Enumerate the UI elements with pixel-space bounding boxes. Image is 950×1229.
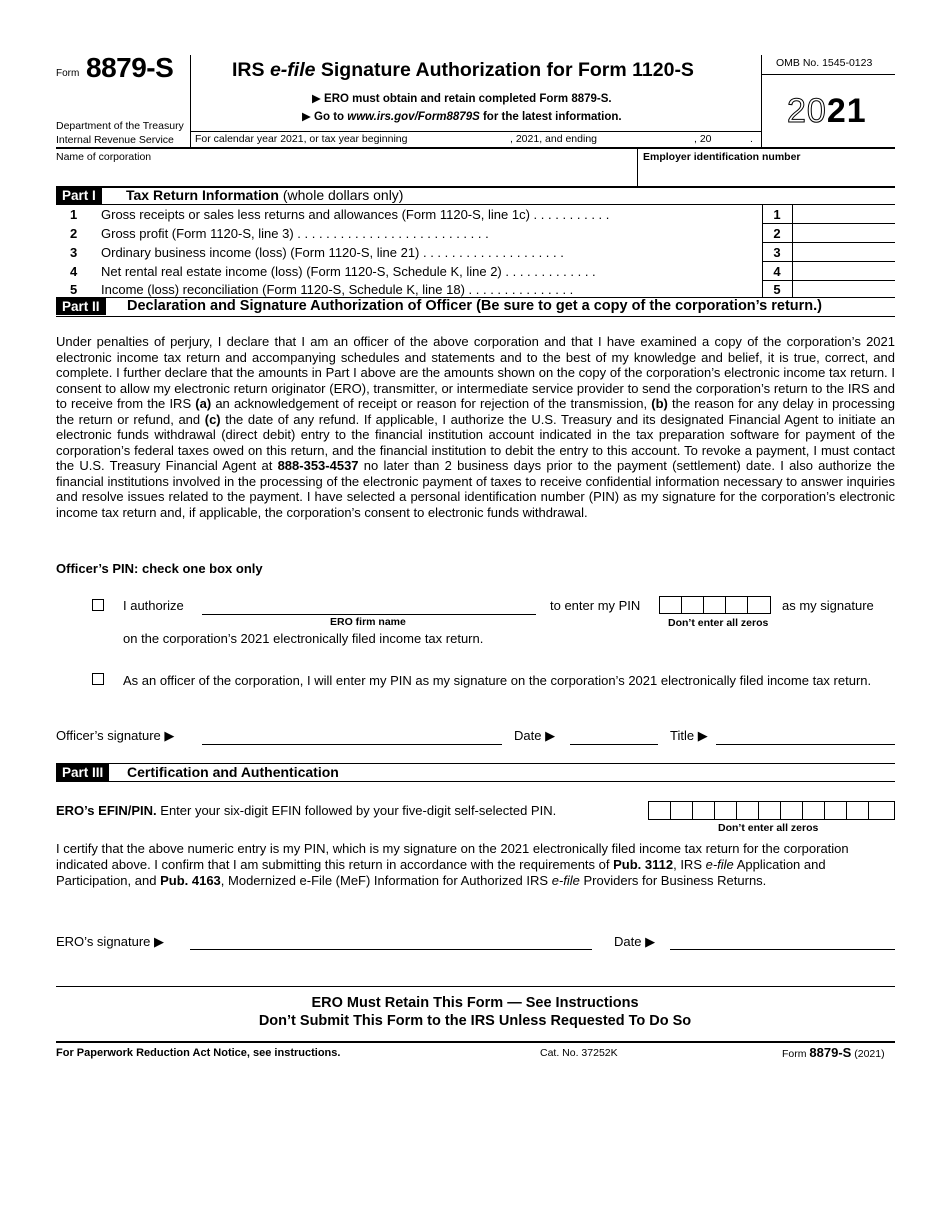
part1-tag: Part I — [56, 187, 102, 204]
line-1-amount[interactable] — [796, 205, 895, 222]
efin-digit-4[interactable] — [714, 801, 737, 820]
officer-pin-digit-3[interactable] — [703, 596, 726, 614]
retain-notice-line1: ERO Must Retain This Form — See Instructions — [311, 995, 639, 1011]
line-5-label: Income (loss) reconciliation (Form 1120-S, Schedule K, line 18) . . . . . . . . . . . . . . . — [101, 282, 574, 297]
line-4-amount[interactable] — [796, 262, 895, 279]
paperwork-notice: For Paperwork Reduction Act Notice, see instructions. — [56, 1047, 341, 1059]
as-my-signature-label: as my signature — [782, 598, 874, 613]
efin-digit-1[interactable] — [648, 801, 671, 820]
line-3-number: 3 — [70, 245, 78, 260]
authorize-ero-checkbox[interactable] — [92, 599, 104, 611]
line-4-label: Net rental real estate income (loss) (Form 1120-S, Schedule K, line 2) . . . . . . . . . . . . . — [101, 264, 596, 279]
corporation-name-label: Name of corporation — [56, 151, 152, 163]
part1-title: Tax Return Information (whole dollars only) — [126, 187, 404, 203]
line-2-box: 2 — [773, 226, 781, 241]
officer-pin-digit-4[interactable] — [725, 596, 748, 614]
line-1-label: Gross receipts or sales less returns and allowances (Form 1120-S, line 1c) . . . . . . . . . . . — [101, 207, 610, 222]
authorize-label: I authorize — [123, 598, 184, 613]
instruction-retain: ▶ ERO must obtain and retain completed Form 8879-S. — [312, 93, 612, 105]
calendar-ending-label: , 2021, and ending — [510, 133, 597, 145]
ein-label: Employer identification number — [643, 151, 801, 163]
ero-pin-digit-1[interactable] — [780, 801, 803, 820]
line-2-label: Gross profit (Form 1120-S, line 3) . . . . . . . . . . . . . . . . . . . . . . . . . . . — [101, 226, 489, 241]
ero-pin-digit-2[interactable] — [802, 801, 825, 820]
ero-signature-field[interactable] — [190, 932, 592, 949]
certification-text: I certify that the above numeric entry is my PIN, which is my signature on the 2021 electronically filed income tax return for the corporation indicated above. I confirm that I am submitting this return in accordance with the requirements of Pub. 3112, IRS e-file Application and Participation, and Pub. 4163, Modernized e-File (MeF) Information for Authorized IRS e-file Providers for Business Returns. — [56, 841, 849, 888]
declaration-text: Under penalties of perjury, I declare that I am an officer of the above corporation and that I have examined a copy of the corporation’s 2021 electronic income tax return and accompanying schedules and statements and to the best of my knowledge and belief, it is true, correct, and complete. I further declare that the amounts in Part I above are the amounts shown on the copy of the corporation’s electronic income tax return. I consent to allow my electronic return originator (ERO), transmitter, or intermediate service provider to send the corporation’s return to the IRS and to receive from the IRS (a) an acknowledgement of receipt or reason for rejection of the transmission, (b) the reason for any delay in processing the return or refund, and (c) the date of any refund. If applicable, I authorize the U.S. Treasury and its designated Financial Agent to initiate an electronic funds withdrawal (direct debit) entry to the financial institution account indicated in the tax preparation software for payment of the corporation’s federal taxes owed on this return, and the financial institution to debit the entry to this account. To revoke a payment, I must contact the U.S. Treasury Financial Agent at 888-353-4537 no later than 2 business days prior to the payment (settlement) date. I also authorize the financial institutions involved in the processing of the electronic payment of taxes to receive confidential information necessary to answer inquiries and resolve issues related to the payment. I have selected a personal identification number (PIN) as my signature for the corporation’s electronic income tax return and, if applicable, the corporation’s consent to electronic funds withdrawal. — [56, 334, 896, 520]
irs-name: Internal Revenue Service — [56, 134, 174, 146]
omb-number: OMB No. 1545-0123 — [776, 57, 873, 69]
line-2-number: 2 — [70, 226, 78, 241]
officer-signature-label: Officer’s signature ▶ — [56, 728, 175, 743]
form-title: IRS e-file Signature Authorization for Form 1120-S — [232, 59, 694, 81]
officer-enter-pin-checkbox[interactable] — [92, 673, 104, 685]
officer-pin-digit-1[interactable] — [659, 596, 682, 614]
option2-text: As an officer of the corporation, I will enter my PIN as my signature on the corporation’s 2021 electronically filed income tax return. — [123, 673, 872, 688]
calendar-year-label: For calendar year 2021, or tax year beginning — [195, 133, 408, 145]
part3-title: Certification and Authentication — [127, 764, 339, 780]
calendar-20-label: , 20 — [694, 133, 712, 145]
line-3-box: 3 — [773, 245, 781, 260]
officer-signature-field[interactable] — [202, 727, 502, 744]
line-3-amount[interactable] — [796, 243, 895, 260]
calendar-period: . — [750, 133, 753, 145]
line-3-label: Ordinary business income (loss) (Form 1120-S, line 21) . . . . . . . . . . . . . . . . . . . . — [101, 245, 564, 260]
officer-date-field[interactable] — [570, 727, 658, 744]
ero-firm-name-label: ERO firm name — [330, 616, 406, 628]
ero-signature-label: ERO’s signature ▶ — [56, 934, 165, 949]
footer-form-id: Form 8879-S (2021) — [782, 1045, 885, 1060]
line-5-amount[interactable] — [796, 281, 895, 298]
efin-digit-6[interactable] — [758, 801, 781, 820]
website-link[interactable]: www.irs.gov/Form8879S — [347, 111, 480, 123]
officer-title-label: Title ▶ — [670, 728, 708, 743]
option1-second-line: on the corporation’s 2021 electronically filed income tax return. — [123, 631, 484, 646]
part2-tag: Part II — [56, 298, 106, 315]
catalog-number: Cat. No. 37252K — [540, 1047, 618, 1059]
ero-date-label: Date ▶ — [614, 934, 656, 949]
to-enter-pin-label: to enter my PIN — [550, 598, 641, 613]
ero-pin-digit-3[interactable] — [824, 801, 847, 820]
officer-date-label: Date ▶ — [514, 728, 556, 743]
department-name: Department of the Treasury — [56, 120, 184, 132]
retain-notice-line2: Don’t Submit This Form to the IRS Unless Requested To Do So — [258, 1013, 692, 1029]
line-4-box: 4 — [773, 264, 781, 279]
ero-pin-digit-5[interactable] — [868, 801, 895, 820]
instruction-website: ▶ Go to www.irs.gov/Form8879S for the latest information. — [302, 111, 622, 123]
line-1-box: 1 — [773, 207, 781, 222]
department-block — [56, 119, 184, 147]
line-5-number: 5 — [70, 282, 78, 297]
efin-pin-label: ERO’s EFIN/PIN. Enter your six-digit EFIN followed by your five-digit self-selected PIN. — [56, 803, 557, 818]
efin-no-zeros-label: Don’t enter all zeros — [718, 822, 819, 834]
ero-firm-name-field[interactable] — [202, 597, 536, 614]
ein-field[interactable] — [643, 165, 893, 185]
efin-digit-2[interactable] — [670, 801, 693, 820]
efin-digit-5[interactable] — [736, 801, 759, 820]
tax-year: 2021 — [787, 92, 867, 130]
officer-pin-heading: Officer’s PIN: check one box only — [56, 561, 263, 576]
pin-no-zeros-label: Don’t enter all zeros — [668, 617, 769, 629]
corporation-name-field[interactable] — [56, 165, 636, 185]
part3-tag: Part III — [56, 764, 109, 781]
officer-pin-digit-2[interactable] — [681, 596, 704, 614]
efin-digit-3[interactable] — [692, 801, 715, 820]
line-5-box: 5 — [773, 282, 781, 297]
ero-pin-digit-4[interactable] — [846, 801, 869, 820]
line-1-number: 1 — [70, 207, 78, 222]
form-label: Form — [56, 68, 80, 79]
ero-date-field[interactable] — [670, 932, 895, 949]
officer-pin-digit-5[interactable] — [747, 596, 771, 614]
officer-title-field[interactable] — [716, 727, 895, 744]
line-4-number: 4 — [70, 264, 78, 279]
line-2-amount[interactable] — [796, 224, 895, 241]
part2-title: Declaration and Signature Authorization of Officer (Be sure to get a copy of the corporation’s return.) — [127, 298, 822, 314]
form-number: 8879-S — [86, 52, 174, 83]
